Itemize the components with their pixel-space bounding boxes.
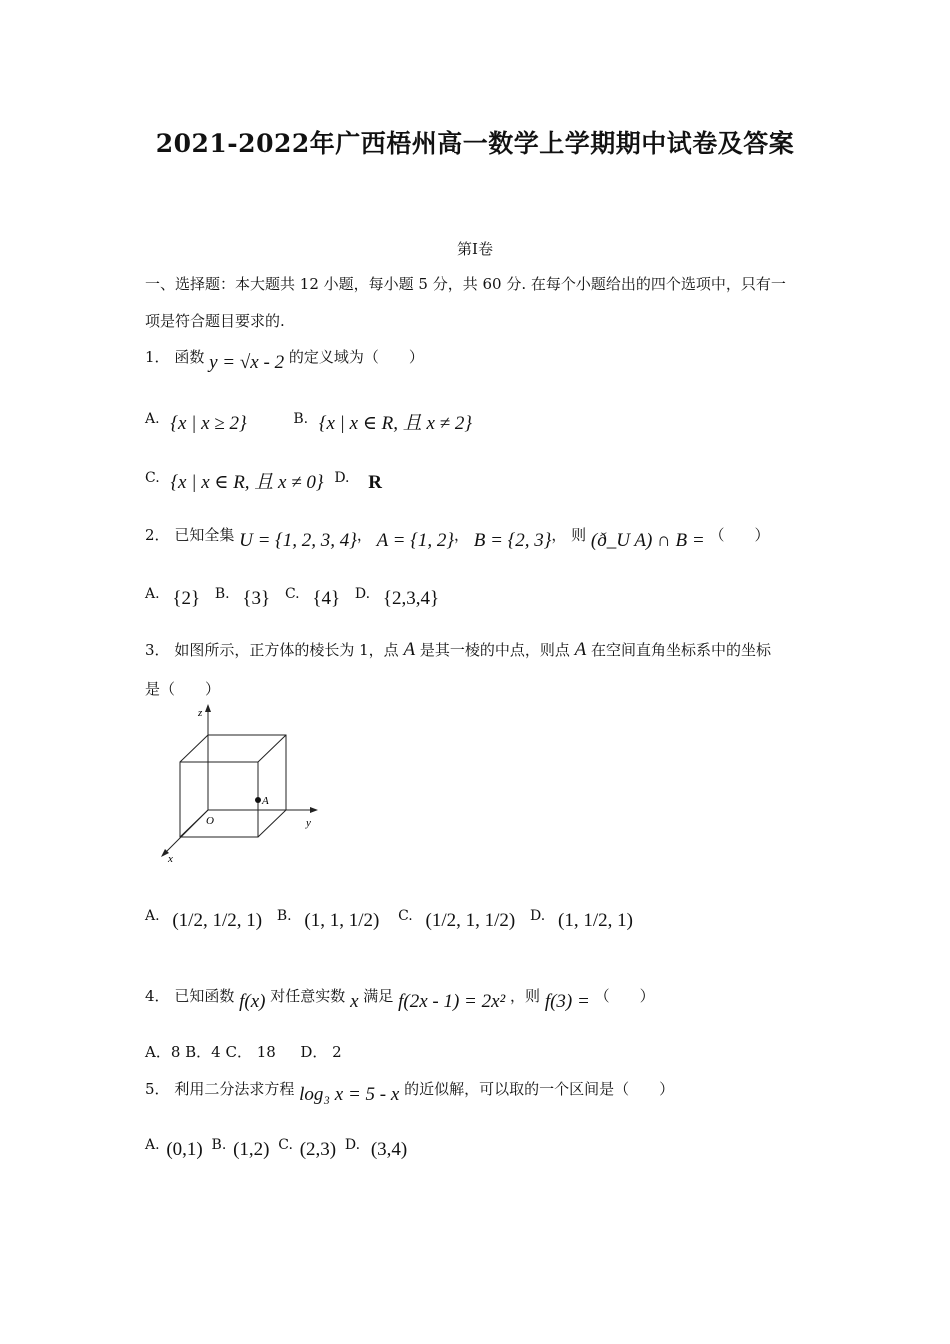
option-b: (1, 1, 1/2) (304, 910, 380, 931)
option-c: {x | x ∈ R, 且 x ≠ 0} (170, 472, 324, 493)
answer-blank: （ ） (709, 526, 770, 544)
question-text: 利用二分法求方程 (174, 1080, 295, 1098)
option-label: D. (354, 586, 371, 602)
question-1-options-ab (145, 408, 472, 435)
option-d: {2,3,4} (382, 588, 440, 609)
y-label: y (306, 817, 311, 829)
cube-figure (150, 700, 330, 870)
option-label: C. (145, 470, 160, 486)
option-label: B. (293, 411, 309, 427)
question-text: 对任意实数 (270, 987, 346, 1005)
x-axis (164, 810, 208, 854)
question-1-options-cd (145, 467, 382, 494)
option-b: (1,2) (233, 1139, 270, 1160)
option-label: C. (398, 908, 413, 924)
y-arrow (310, 807, 318, 813)
instructions-line-2: 项是符合题目要求的. (145, 312, 285, 330)
question-2-options (145, 588, 439, 610)
instructions-line-1: 一、选择题：本大题共 12 小题，每小题 5 分，共 60 分. 在每个小题给出的四个选项中，只有一 (145, 275, 786, 293)
question-5-options (145, 1139, 407, 1161)
question-text: 如图所示，正方体的棱长为 1，点 (174, 641, 399, 659)
option-b: {3} (242, 588, 271, 609)
question-3-line-2: 是（ ） (145, 680, 221, 698)
option-label: C. (278, 1137, 293, 1153)
option-d: (1, 1/2, 1) (558, 910, 633, 931)
question-text: 的近似解，可以取的一个区间是（ ） (404, 1080, 675, 1098)
formula: y = √x - 2 (209, 352, 285, 373)
option-c: {4} (312, 588, 341, 609)
question-5 (145, 1078, 675, 1105)
formula: log₃ x = 5 - x (299, 1084, 400, 1105)
point-a (255, 797, 261, 803)
option-label: C. (284, 586, 300, 602)
point-label: A (403, 639, 416, 660)
question-text: ，则 (510, 987, 541, 1005)
option-a: (0,1) (166, 1139, 203, 1160)
point-label: A (574, 639, 587, 660)
option-label: A. (145, 1137, 160, 1153)
set-a: A = {1, 2} (376, 530, 454, 551)
option-d: (3,4) (370, 1139, 408, 1160)
question-text: 已知函数 (174, 987, 235, 1005)
question-number: 3． (145, 641, 170, 659)
option-c: (2,3) (299, 1139, 337, 1160)
formula: f(x) (239, 991, 266, 1012)
option-a: (1/2, 1/2, 1) (172, 910, 263, 931)
variable: x (350, 991, 359, 1012)
question-2: 2． 已知全集 U = {1, 2, 3, 4}， A = {1, 2}， B = {2, 3}， 则 (ð_U A) ∩ B = （ ） (145, 526, 770, 551)
formula: f(3) = (544, 991, 590, 1012)
question-text: 函数 (174, 348, 205, 366)
x-label: x (168, 853, 173, 865)
question-3-options (145, 910, 633, 932)
option-label: B. (276, 908, 292, 924)
option-d: R (368, 472, 383, 493)
question-text: 在空间直角坐标系中的坐标 (591, 641, 772, 659)
section-label: 第Ⅰ卷 (457, 240, 493, 258)
question-3 (145, 639, 771, 661)
point-a-label: A (262, 795, 269, 807)
answer-blank: （ ） (594, 987, 655, 1005)
option-a: {2} (172, 588, 201, 609)
option-b: {x | x ∈ R, 且 x ≠ 2} (318, 413, 472, 434)
question-number: 2． (145, 526, 170, 544)
formula: (ð_U A) ∩ B = (590, 530, 705, 551)
cube-edge (180, 735, 208, 762)
document-title: 2021-2022年广西梧州高一数学上学期期中试卷及答案 (155, 129, 795, 158)
question-number: 1． (145, 348, 170, 366)
option-label: D. (334, 470, 350, 486)
question-text: 是其一棱的中点，则点 (419, 641, 570, 659)
cube-edge (258, 735, 286, 762)
z-label: z (198, 707, 203, 719)
option-label: A. (145, 586, 160, 602)
formula: f(2x - 1) = 2x² (398, 991, 506, 1012)
option-label: D. (530, 908, 546, 924)
question-4 (145, 985, 655, 1012)
question-4-options: A．8 B．4 C． 18 D． 2 (145, 1043, 342, 1061)
question-text: 满足 (363, 987, 394, 1005)
origin-label: O (206, 815, 214, 827)
z-arrow (205, 704, 211, 712)
option-label: A. (145, 411, 160, 427)
cube-edge (258, 810, 286, 837)
question-text: 已知全集 (174, 526, 235, 544)
question-number: 4． (145, 987, 170, 1005)
option-label: D. (344, 1137, 361, 1153)
option-label: A. (145, 908, 160, 924)
option-c: (1/2, 1, 1/2) (425, 910, 516, 931)
question-text: 则 (571, 526, 587, 544)
question-1 (145, 346, 424, 373)
set-b: B = {2, 3} (473, 530, 552, 551)
question-text: 的定义域为（ ） (288, 348, 424, 366)
question-number: 5． (145, 1080, 170, 1098)
option-label: B. (211, 1137, 227, 1153)
option-a: {x | x ≥ 2} (170, 413, 247, 434)
set-u: U = {1, 2, 3, 4} (239, 530, 357, 551)
option-label: B. (214, 586, 230, 602)
